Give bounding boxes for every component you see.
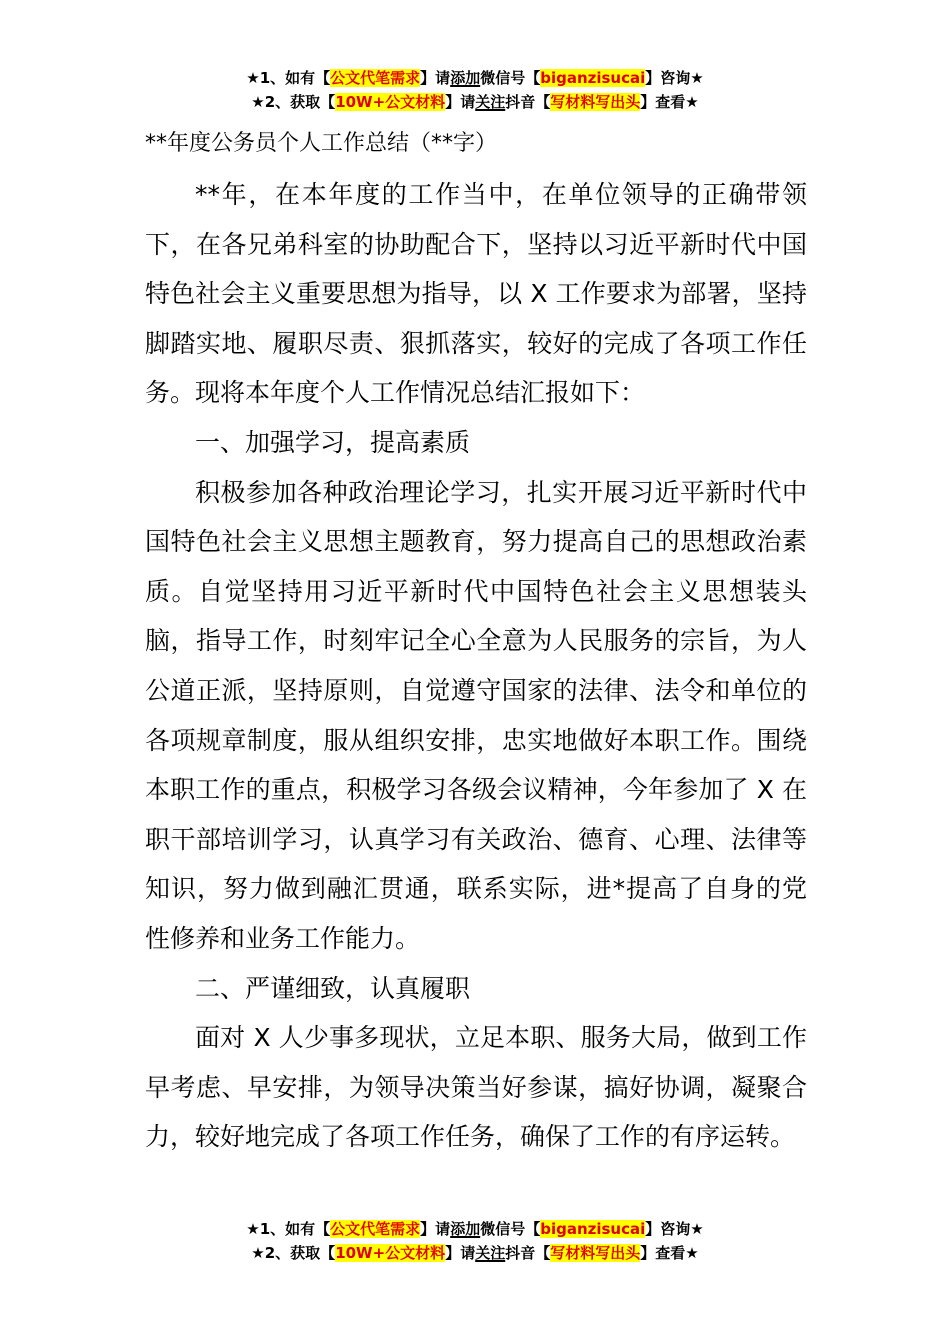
banner-text: 】查看★ (640, 1244, 699, 1262)
banner-text: 】请 (445, 1244, 476, 1262)
banner-text: 】请 (445, 93, 476, 111)
banner-text: ★1、如有【 (246, 1220, 331, 1238)
banner-text: 抖音【 (505, 1244, 551, 1262)
banner-highlight-service: 公文代笔需求 (330, 1220, 421, 1238)
banner-highlight-wechat-id: biganzisucai (540, 69, 646, 87)
banner-text: 】查看★ (640, 93, 699, 111)
banner-underlined-text: 关注 (475, 1244, 506, 1262)
banner-underlined-text: 添加 (450, 1220, 481, 1238)
banner-line-1 (0, 66, 950, 90)
banner-line-2 (0, 90, 950, 114)
banner-highlight-materials: 10W+公文材料 (335, 93, 446, 111)
banner-text: 微信号【 (480, 1220, 541, 1238)
banner-highlight-wechat-id: biganzisucai (540, 1220, 646, 1238)
section-2-paragraph: 面对 X 人少事多现状，立足本职、服务大局，做到工作早考虑、早安排，为领导决策当好参谋，搞好协调，凝聚合力，较好地完成了各项工作任务，确保了工作的有序运转。 (145, 1023, 807, 1152)
banner-line-1 (0, 1217, 950, 1241)
banner-text: 】请 (420, 1220, 451, 1238)
banner-underlined-text: 添加 (450, 69, 481, 87)
banner-text: 】请 (420, 69, 451, 87)
banner-highlight-service: 公文代笔需求 (330, 69, 421, 87)
banner-text: ★2、获取【 (251, 93, 336, 111)
banner-line-2 (0, 1241, 950, 1265)
banner-text: 】咨询★ (645, 69, 704, 87)
banner-highlight-douyin: 写材料写出头 (550, 93, 641, 111)
banner-text: ★1、如有【 (246, 69, 331, 87)
banner-highlight-douyin: 写材料写出头 (550, 1244, 641, 1262)
document-body (145, 170, 807, 1162)
top-banner (0, 66, 950, 114)
intro-paragraph: **年，在本年度的工作当中，在单位领导的正确带领下，在各兄弟科室的协助配合下，坚持以习近平新时代中国特色社会主义重要思想为指导，以 X 工作要求为部署，坚持脚踏实地、履职尽责、狠抓落实，较好的完成了各项工作任务。现将本年度个人工作情况总结汇报如下： (145, 180, 807, 408)
banner-underlined-text: 关注 (475, 93, 506, 111)
section-1-paragraph: 积极参加各种政治理论学习，扎实开展习近平新时代中国特色社会主义思想主题教育，努力提高自己的思想政治素质。自觉坚持用习近平新时代中国特色社会主义思想装头脑，指导工作，时刻牢记全心全意为人民服务的宗旨，为人公道正派，坚持原则，自觉遵守国家的法律、法令和单位的各项规章制度，服从组织安排，忠实地做好本职工作。围绕本职工作的重点，积极学习各级会议精神，今年参加了 X 在职干部培训学习，认真学习有关政治、德育、心理、法律等知识，努力做到融汇贯通，联系实际，进*提高了自身的党性修养和业务工作能力。 (145, 477, 807, 953)
banner-text: ★2、获取【 (251, 1244, 336, 1262)
banner-text: 】咨询★ (645, 1220, 704, 1238)
banner-highlight-materials: 10W+公文材料 (335, 1244, 446, 1262)
bottom-banner (0, 1217, 950, 1265)
banner-text: 微信号【 (480, 69, 541, 87)
section-2-heading: 二、严谨细致，认真履职 (195, 973, 471, 1003)
section-1-heading: 一、加强学习，提高素质 (195, 427, 471, 457)
banner-text: 抖音【 (505, 93, 551, 111)
document-title: **年度公务员个人工作总结（**字） (145, 131, 498, 156)
